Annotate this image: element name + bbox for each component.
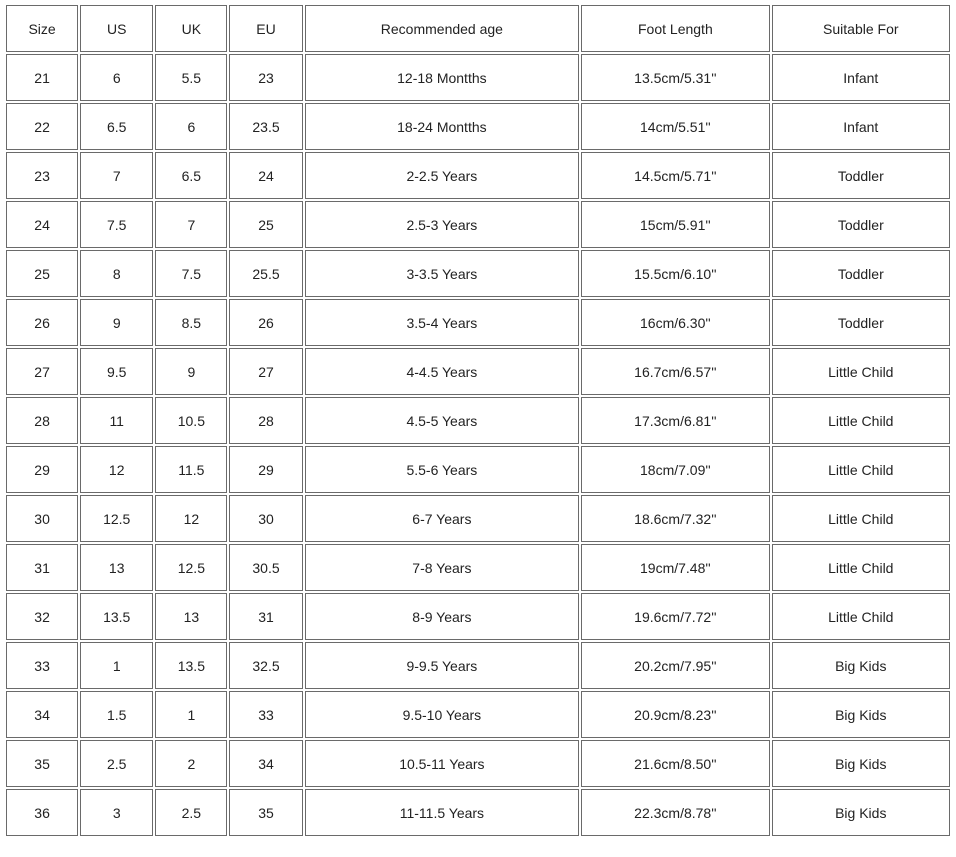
cell-us: 8: [80, 250, 153, 297]
table-row: [6, 103, 950, 150]
column-header-uk: UK: [155, 5, 227, 52]
column-header-size: Size: [6, 5, 78, 52]
cell-size: 32: [6, 593, 78, 640]
table-row: [6, 789, 950, 836]
table-row: [6, 642, 950, 689]
cell-uk: 8.5: [155, 299, 227, 346]
cell-us: 12: [80, 446, 153, 493]
cell-recommended-age: 4-4.5 Years: [305, 348, 580, 395]
cell-foot-length: 18cm/7.09'': [581, 446, 769, 493]
cell-recommended-age: 2-2.5 Years: [305, 152, 580, 199]
cell-suitable-for: Toddler: [772, 299, 950, 346]
cell-size: 34: [6, 691, 78, 738]
cell-suitable-for: Toddler: [772, 250, 950, 297]
cell-uk: 11.5: [155, 446, 227, 493]
cell-us: 1.5: [80, 691, 153, 738]
column-header-foot-length: Foot Length: [581, 5, 769, 52]
cell-recommended-age: 12-18 Montths: [305, 54, 580, 101]
cell-us: 9.5: [80, 348, 153, 395]
cell-us: 7: [80, 152, 153, 199]
cell-suitable-for: Little Child: [772, 446, 950, 493]
table-row: [6, 397, 950, 444]
cell-foot-length: 15cm/5.91'': [581, 201, 769, 248]
cell-foot-length: 16.7cm/6.57'': [581, 348, 769, 395]
cell-foot-length: 19cm/7.48'': [581, 544, 769, 591]
table-row: [6, 593, 950, 640]
cell-eu: 28: [229, 397, 302, 444]
cell-uk: 5.5: [155, 54, 227, 101]
cell-eu: 27: [229, 348, 302, 395]
cell-eu: 31: [229, 593, 302, 640]
cell-foot-length: 16cm/6.30'': [581, 299, 769, 346]
cell-us: 1: [80, 642, 153, 689]
cell-uk: 13: [155, 593, 227, 640]
cell-recommended-age: 9.5-10 Years: [305, 691, 580, 738]
table-row: [6, 201, 950, 248]
table-row: [6, 348, 950, 395]
cell-suitable-for: Little Child: [772, 397, 950, 444]
cell-us: 3: [80, 789, 153, 836]
cell-size: 33: [6, 642, 78, 689]
cell-recommended-age: 11-11.5 Years: [305, 789, 580, 836]
cell-size: 35: [6, 740, 78, 787]
table-row: [6, 299, 950, 346]
cell-recommended-age: 3-3.5 Years: [305, 250, 580, 297]
cell-size: 36: [6, 789, 78, 836]
cell-foot-length: 22.3cm/8.78'': [581, 789, 769, 836]
cell-us: 13: [80, 544, 153, 591]
cell-recommended-age: 6-7 Years: [305, 495, 580, 542]
column-header-recommended-age: Recommended age: [305, 5, 580, 52]
cell-suitable-for: Toddler: [772, 201, 950, 248]
cell-size: 31: [6, 544, 78, 591]
cell-us: 2.5: [80, 740, 153, 787]
cell-us: 9: [80, 299, 153, 346]
cell-eu: 25: [229, 201, 302, 248]
cell-recommended-age: 8-9 Years: [305, 593, 580, 640]
cell-suitable-for: Infant: [772, 103, 950, 150]
cell-eu: 30: [229, 495, 302, 542]
cell-us: 7.5: [80, 201, 153, 248]
cell-foot-length: 20.9cm/8.23'': [581, 691, 769, 738]
cell-uk: 7: [155, 201, 227, 248]
cell-uk: 12.5: [155, 544, 227, 591]
cell-recommended-age: 3.5-4 Years: [305, 299, 580, 346]
table-row: [6, 152, 950, 199]
cell-us: 6.5: [80, 103, 153, 150]
cell-size: 27: [6, 348, 78, 395]
cell-uk: 6.5: [155, 152, 227, 199]
table-row: [6, 250, 950, 297]
cell-foot-length: 13.5cm/5.31'': [581, 54, 769, 101]
cell-recommended-age: 18-24 Montths: [305, 103, 580, 150]
cell-uk: 7.5: [155, 250, 227, 297]
cell-foot-length: 18.6cm/7.32'': [581, 495, 769, 542]
cell-uk: 12: [155, 495, 227, 542]
cell-recommended-age: 2.5-3 Years: [305, 201, 580, 248]
cell-uk: 13.5: [155, 642, 227, 689]
cell-size: 25: [6, 250, 78, 297]
cell-foot-length: 20.2cm/7.95'': [581, 642, 769, 689]
cell-suitable-for: Toddler: [772, 152, 950, 199]
column-header-eu: EU: [229, 5, 302, 52]
cell-size: 30: [6, 495, 78, 542]
cell-size: 22: [6, 103, 78, 150]
table-body: [6, 54, 950, 836]
table-header-row: [6, 5, 950, 52]
cell-eu: 23.5: [229, 103, 302, 150]
cell-uk: 9: [155, 348, 227, 395]
cell-eu: 23: [229, 54, 302, 101]
cell-suitable-for: Big Kids: [772, 691, 950, 738]
table-row: [6, 54, 950, 101]
cell-foot-length: 21.6cm/8.50'': [581, 740, 769, 787]
cell-size: 29: [6, 446, 78, 493]
cell-foot-length: 15.5cm/6.10'': [581, 250, 769, 297]
table-row: [6, 495, 950, 542]
cell-suitable-for: Infant: [772, 54, 950, 101]
cell-eu: 30.5: [229, 544, 302, 591]
cell-size: 28: [6, 397, 78, 444]
table-row: [6, 691, 950, 738]
cell-recommended-age: 9-9.5 Years: [305, 642, 580, 689]
cell-recommended-age: 4.5-5 Years: [305, 397, 580, 444]
cell-eu: 26: [229, 299, 302, 346]
cell-foot-length: 17.3cm/6.81'': [581, 397, 769, 444]
cell-size: 26: [6, 299, 78, 346]
cell-uk: 2: [155, 740, 227, 787]
cell-size: 21: [6, 54, 78, 101]
column-header-suitable-for: Suitable For: [772, 5, 950, 52]
cell-eu: 25.5: [229, 250, 302, 297]
cell-uk: 2.5: [155, 789, 227, 836]
cell-us: 6: [80, 54, 153, 101]
cell-eu: 32.5: [229, 642, 302, 689]
cell-us: 11: [80, 397, 153, 444]
cell-suitable-for: Big Kids: [772, 642, 950, 689]
cell-suitable-for: Big Kids: [772, 740, 950, 787]
cell-eu: 33: [229, 691, 302, 738]
column-header-us: US: [80, 5, 153, 52]
cell-uk: 6: [155, 103, 227, 150]
table-row: [6, 740, 950, 787]
cell-suitable-for: Little Child: [772, 348, 950, 395]
cell-recommended-age: 7-8 Years: [305, 544, 580, 591]
cell-uk: 10.5: [155, 397, 227, 444]
cell-size: 24: [6, 201, 78, 248]
size-chart-table: [4, 3, 952, 838]
cell-recommended-age: 5.5-6 Years: [305, 446, 580, 493]
cell-uk: 1: [155, 691, 227, 738]
cell-suitable-for: Big Kids: [772, 789, 950, 836]
cell-eu: 24: [229, 152, 302, 199]
cell-eu: 29: [229, 446, 302, 493]
cell-foot-length: 19.6cm/7.72'': [581, 593, 769, 640]
cell-size: 23: [6, 152, 78, 199]
cell-us: 13.5: [80, 593, 153, 640]
table-row: [6, 446, 950, 493]
cell-suitable-for: Little Child: [772, 544, 950, 591]
cell-us: 12.5: [80, 495, 153, 542]
cell-foot-length: 14.5cm/5.71'': [581, 152, 769, 199]
cell-suitable-for: Little Child: [772, 495, 950, 542]
cell-suitable-for: Little Child: [772, 593, 950, 640]
table-row: [6, 544, 950, 591]
cell-eu: 34: [229, 740, 302, 787]
cell-recommended-age: 10.5-11 Years: [305, 740, 580, 787]
cell-eu: 35: [229, 789, 302, 836]
cell-foot-length: 14cm/5.51'': [581, 103, 769, 150]
